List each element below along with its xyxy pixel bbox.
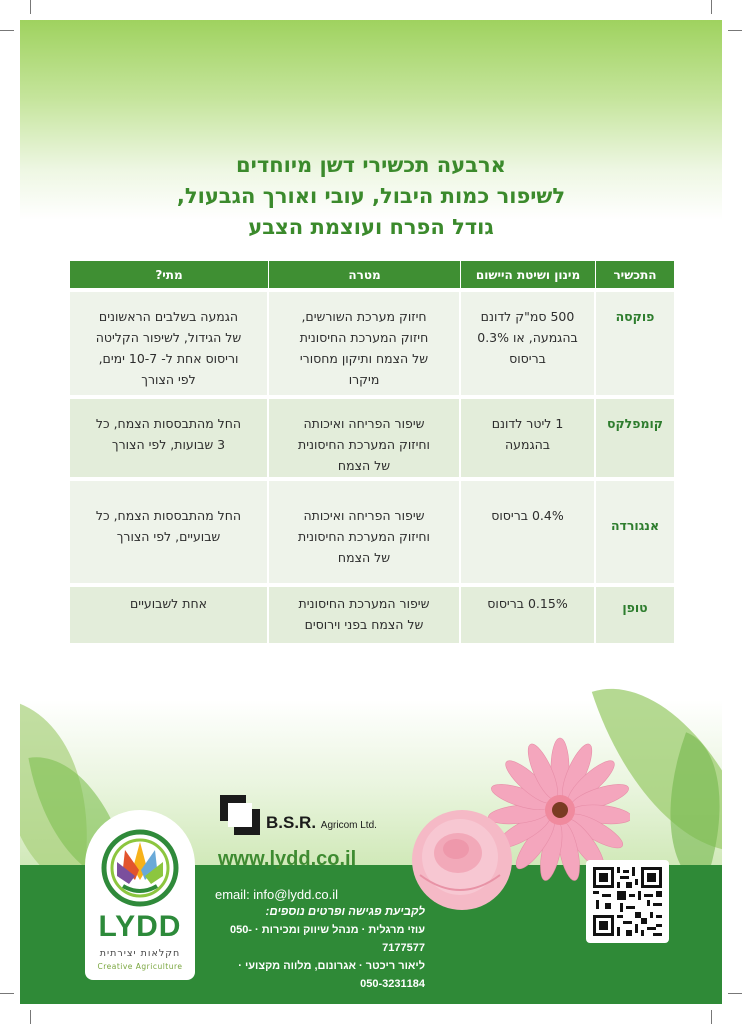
goal-line: וחיזוק המערכת החיסונית [298, 437, 430, 452]
dose-line: בהגמעה, או 0.3% [477, 330, 578, 345]
header-product: התכשיר [613, 267, 657, 282]
dose-cell [461, 481, 596, 583]
when-line: החל מהתבססות הצמח, כל [95, 508, 242, 523]
qr-code-icon [593, 867, 662, 936]
product-name: טופן [596, 587, 674, 643]
crop-mark [711, 1010, 712, 1024]
goal-line: שיפור הפריחה ואיכותה [303, 416, 425, 431]
when-cell [70, 587, 269, 643]
qr-code[interactable] [586, 860, 669, 943]
dose-line: בריסוס [509, 351, 546, 366]
contact-block [215, 886, 425, 993]
dose-cell [461, 587, 596, 643]
goal-line: של הצמח [337, 458, 391, 473]
goal-line: של הצמח [337, 550, 391, 565]
when-line: הגמעה בשלבים הראשונים [98, 309, 239, 324]
when-line: שבועיים, לפי הצורך [116, 529, 221, 544]
dose-line: 0.4% בריסוס [491, 508, 564, 523]
products-table [70, 261, 674, 647]
bsr-company-suffix: Agricom Ltd. [320, 820, 377, 831]
product-name: פוקסה [596, 292, 674, 395]
header-goal: מטרה [269, 261, 461, 288]
headline-line-1: ארבעה תכשירי דשן מיוחדים [236, 153, 506, 177]
product-name: קומפלקס [596, 399, 674, 477]
lydd-tagline-he: חקלאות יצירתית [99, 948, 181, 959]
goal-cell [269, 587, 461, 643]
headline-line-3: גודל הפרח ועוצמת הצבע [248, 215, 494, 239]
meeting-label: לקביעת פגישה ופרטים נוספים: [265, 906, 425, 918]
dose-line: 500 סמ"ק לדונם [480, 309, 575, 324]
crop-mark [0, 993, 14, 994]
dose-cell [461, 292, 596, 395]
crop-mark [728, 993, 742, 994]
header-when: מתי? [70, 261, 269, 288]
when-line: לפי הצורך [141, 372, 196, 387]
when-cell [70, 481, 269, 583]
crop-mark [728, 30, 742, 31]
goal-line: וחיזוק המערכת החיסונית [298, 529, 430, 544]
rose-flower-icon [412, 810, 512, 910]
bsr-company-name: B.S.R. [266, 813, 317, 832]
headline-line-2: לשיפור כמות היבול, עובי ואורך הגבעול, [176, 184, 566, 208]
goal-cell [269, 292, 461, 395]
goal-line: של הצמח ותיקון מחסורי [299, 351, 429, 366]
bsr-logo-icon [220, 795, 260, 835]
lydd-tagline-en: Creative Agriculture [97, 962, 183, 971]
when-line: של הגידול, לשיפור הקליטה [95, 330, 242, 345]
when-line: 3 שבועות, לפי הצורך [111, 437, 226, 452]
when-line: החל מהתבססות הצמח, כל [95, 416, 242, 431]
bsr-logo [220, 795, 377, 835]
goal-line: שיפור הפריחה ואיכותה [303, 508, 425, 523]
table-row [70, 292, 674, 395]
header-dose: מינון ושיטת היישום [461, 261, 596, 288]
table-row [70, 399, 674, 477]
email-link[interactable]: email: info@lydd.co.il [215, 887, 339, 902]
goal-cell [269, 399, 461, 477]
headline [20, 150, 722, 243]
table-row [70, 481, 674, 583]
table-header [70, 261, 674, 288]
crop-mark [30, 1010, 31, 1024]
goal-line: שיפור המערכת החיסונית [298, 596, 430, 611]
dose-line: 0.15% בריסוס [487, 596, 568, 611]
flyer-page [20, 20, 722, 1004]
when-line: וריסוס אחת ל- 10-7 ימים, [98, 351, 239, 366]
goal-cell [269, 481, 461, 583]
dose-cell [461, 399, 596, 477]
contact-line-1: עוזי מרגלית · מנהל שיווק ומכירות · 050-7177577 [229, 924, 425, 954]
goal-line: חיזוק מערכת השורשים, [301, 309, 427, 324]
dose-line: בהגמעה [504, 437, 551, 452]
lydd-wordmark: LYDD [98, 910, 182, 943]
goal-line: חיזוק המערכת החיסונית [299, 330, 429, 345]
lydd-logo [85, 810, 195, 980]
when-line: אחת לשבועיים [129, 596, 207, 611]
when-cell [70, 292, 269, 395]
product-name: אנגורדה [596, 481, 674, 583]
crop-mark [711, 0, 712, 14]
crop-mark [30, 0, 31, 14]
table-row [70, 587, 674, 643]
when-cell [70, 399, 269, 477]
lydd-emblem-icon [95, 820, 185, 910]
contact-line-2: ליאור ריכטר · אגרונום, מלווה מקצועי · 050-3231184 [238, 960, 425, 990]
dose-line: 1 ליטר לדונם [491, 416, 564, 431]
goal-line: של הצמח בפני וירוסים [304, 617, 424, 632]
website-link[interactable]: www.lydd.co.il [218, 848, 357, 870]
goal-line: מיקרו [348, 372, 380, 387]
crop-mark [0, 30, 14, 31]
